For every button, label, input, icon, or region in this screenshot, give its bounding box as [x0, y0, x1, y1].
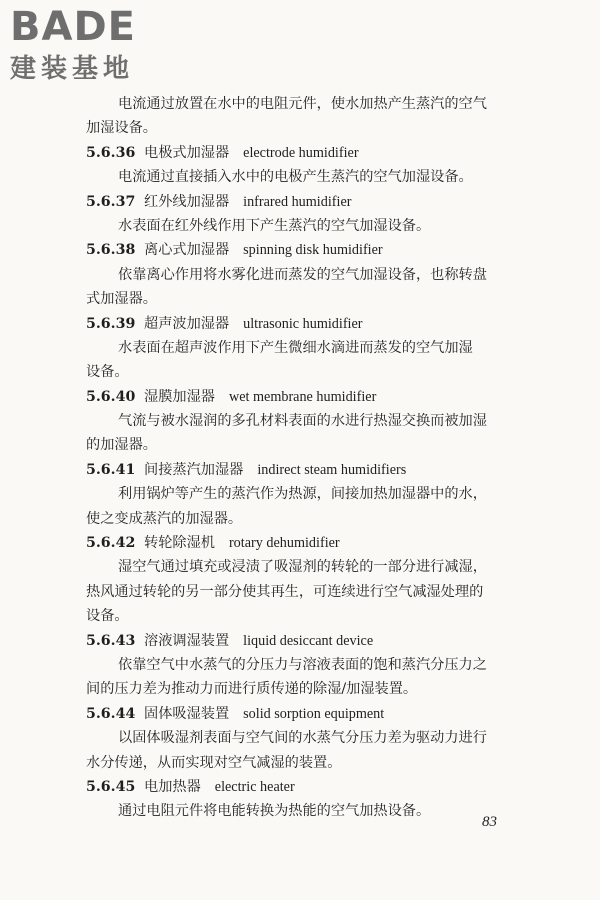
intro-line: 电流通过放置在水中的电阻元件，使水加热产生蒸汽的空气: [118, 96, 487, 112]
term-definition-line: 设备。: [86, 608, 129, 625]
logo-subtitle: 建装基地: [10, 54, 135, 84]
document-body: [86, 92, 536, 824]
term-english: electrode humidifier: [243, 144, 359, 161]
term-definition-line: 电流通过直接插入水中的电极产生蒸汽的空气加湿设备。: [118, 169, 473, 186]
term-heading: [86, 775, 536, 799]
page-number: 83: [482, 814, 497, 830]
term-definition-line: 设备。: [86, 364, 129, 381]
term-heading: [86, 702, 536, 726]
term-chinese: 电加热器: [144, 778, 201, 795]
term-number: 5.6.40: [86, 388, 136, 405]
term-definition-line: 依靠离心作用将水雾化进而蒸发的空气加湿设备，也称转盘: [118, 266, 487, 283]
term-heading: [86, 629, 536, 653]
logo: [10, 4, 180, 86]
term-english: indirect steam humidifiers: [257, 461, 407, 478]
term-chinese: 超声波加湿器: [144, 315, 230, 332]
term-english: wet membrane humidifier: [228, 388, 377, 405]
term-definition-line: 水表面在红外线作用下产生蒸汽的空气加湿设备。: [118, 217, 431, 234]
term-chinese: 溶液调湿装置: [144, 632, 230, 649]
term-definition-line: 依靠空气中水蒸气的分压力与溶液表面的饱和蒸汽分压力之: [118, 656, 487, 673]
term-definition-line: 利用锅炉等产生的蒸汽作为热源，间接加热加湿器中的水，: [118, 486, 487, 503]
term-english: solid sorption equipment: [243, 705, 385, 722]
term-english: rotary dehumidifier: [228, 535, 340, 552]
term-number: 5.6.36: [86, 144, 136, 161]
term-english: ultrasonic humidifier: [243, 315, 363, 332]
term-definition-line: 湿空气通过填充或浸渍了吸湿剂的转轮的一部分进行减湿，: [118, 559, 487, 576]
term-chinese: 离心式加湿器: [144, 242, 230, 259]
term-definition-line: 以固体吸湿剂表面与空气间的水蒸气分压力差为驱动力进行: [118, 730, 487, 747]
term-definition-line: 间的压力差为推动力而进行质传递的除湿/加湿装置。: [86, 681, 418, 698]
term-english: liquid desiccant device: [243, 632, 374, 649]
term-chinese: 固体吸湿装置: [144, 705, 230, 722]
term-heading: [86, 238, 536, 262]
term-definition-line: 式加湿器。: [86, 291, 157, 308]
term-entries: [86, 141, 536, 824]
logo-wordmark: BADE: [10, 4, 136, 50]
term-definition-line: 水表面在超声波作用下产生微细水滴进而蒸发的空气加湿: [118, 339, 473, 356]
intro-line: 加湿设备。: [86, 120, 157, 137]
term-heading: [86, 141, 536, 165]
term-definition-line: 使之变成蒸汽的加湿器。: [86, 510, 243, 527]
term-english: spinning disk humidifier: [243, 242, 383, 259]
term-english: electric heater: [214, 778, 295, 795]
term-heading: [86, 458, 536, 482]
term-number: 5.6.41: [86, 461, 136, 478]
term-definition-line: 气流与被水湿润的多孔材料表面的水进行热湿交换而被加湿: [118, 413, 487, 430]
term-heading: [86, 531, 536, 555]
term-chinese: 红外线加湿器: [144, 193, 230, 210]
term-chinese: 转轮除湿机: [144, 535, 215, 552]
term-english: infrared humidifier: [243, 193, 352, 210]
term-number: 5.6.39: [86, 315, 136, 332]
term-definition-line: 水分传递，从而实现对空气减湿的装置。: [86, 754, 342, 771]
term-number: 5.6.42: [86, 535, 136, 552]
term-number: 5.6.44: [86, 705, 136, 722]
term-definition-line: 的加湿器。: [86, 437, 157, 454]
term-chinese: 电极式加湿器: [144, 144, 230, 161]
term-definition-line: 通过电阻元件将电能转换为热能的空气加热设备。: [118, 803, 431, 820]
term-number: 5.6.38: [86, 242, 136, 259]
term-heading: [86, 190, 536, 214]
term-number: 5.6.43: [86, 632, 136, 649]
term-number: 5.6.45: [86, 778, 136, 795]
term-heading: [86, 385, 536, 409]
term-definition-line: 热风通过转轮的另一部分使其再生，可连续进行空气减湿处理的: [86, 583, 484, 600]
term-chinese: 间接蒸汽加湿器: [144, 461, 244, 478]
term-number: 5.6.37: [86, 193, 136, 210]
term-chinese: 湿膜加湿器: [144, 388, 215, 405]
term-heading: [86, 312, 536, 336]
